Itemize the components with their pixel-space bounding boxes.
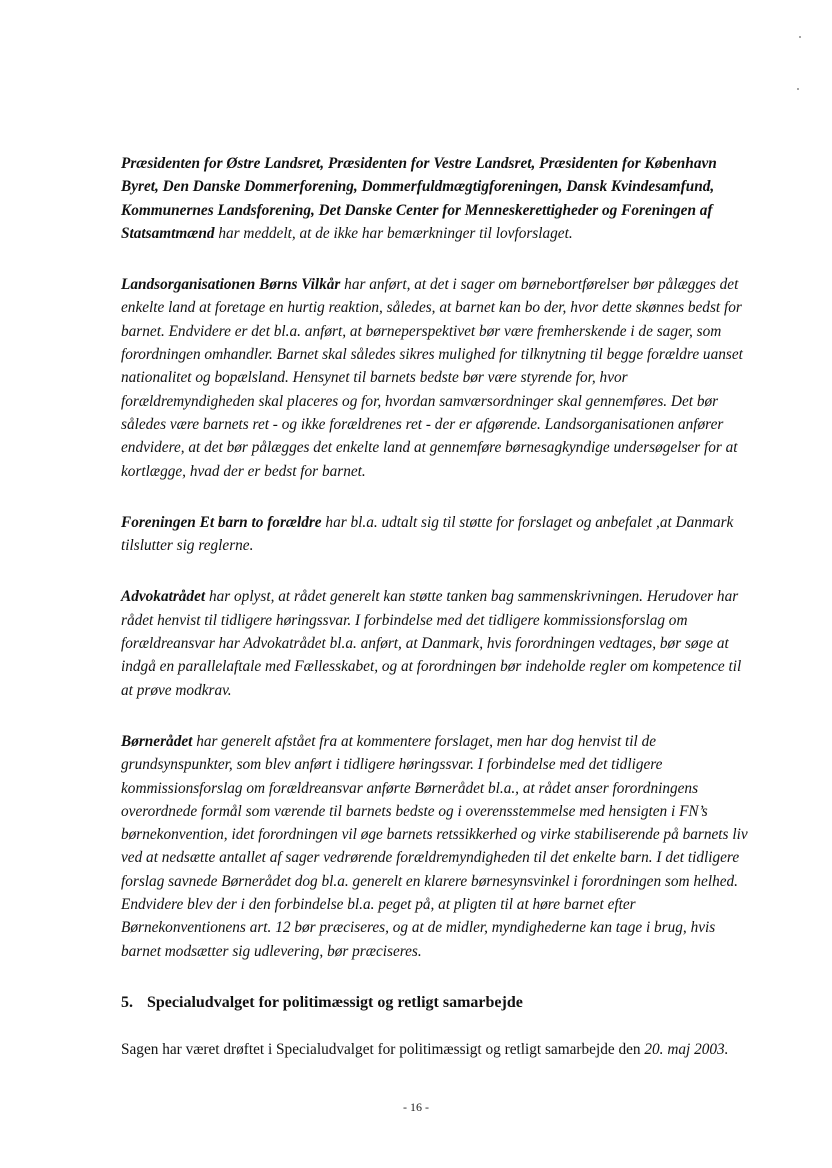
paragraph-advokatraadet xyxy=(121,585,751,701)
page-number: - 16 - xyxy=(403,1100,429,1114)
organisation-name: Børnerådet xyxy=(121,732,193,750)
paragraph-et-barn-to-foraeldre xyxy=(121,511,751,558)
organisation-name: Foreningen Et barn to forældre xyxy=(121,513,322,531)
paragraph-text: har bl.a. udtalt sig til støtte for forslaget og anbefalet ,at Danmark tilslutter sig reglerne. xyxy=(121,513,734,555)
paragraph-hearing-no-remarks xyxy=(121,152,751,245)
paragraph-text: har anført, at det i sager om børnebortførelser bør pålægges det enkelte land at foretage en hurtig reaktion, således, at barnet kan bo der, hvor dette skønnes bedst for barnet. Endvidere er det bl.a. anført, at børneperspektivet bør være fremherskende i de sager, som forordningen omhandler. Barnet skal således sikres mulighed for tilknytning til begge forældre uanset nationalitet og bopælsland. Hensynet til barnets bedste bør være styrende for, hvor forældremyndigheden skal placeres og for, hvordan samværsordninger skal gennemføres. Det bør således være barnets ret - og ikke forældrenes ret - der er afgørende. Landsorganisationen anfører endvidere, at det bør pålægges det enkelte land at gennemføre børnesagkyndige undersøgelser for at kortlægge, hvad der er bedst for barnet. xyxy=(121,276,743,480)
paragraph-text: har generelt afstået fra at kommentere forslaget, men har dog henvist til de grundsynspunkter, som blev anført i tidligere høringssvar. I forbindelse med det tidligere kommissionsforslag om forældreansvar anførte Børnerådet bl.a., at rådet anser forordningens overordnede formål som værende til barnets bedste og i overensstemmelse med hensigten i FN’s børnekonvention, idet forordningen vil øge barnets retssikkerhed og virke stabiliserende på barnets liv ved at nedsætte antallet af sager vedrørende forældremyndigheden til det enkelte barn. I det tidligere forslag savnede Børnerådet dog bl.a. generelt en klarere børnesynsvinkel i forordningen som helhed. Endvidere blev der i den forbindelse bl.a. peget på, at pligten til at høre barnet efter Børnekonventionens art. 12 bør præciseres, og at de midler, myndighederne kan tage i brug, hvis barnet modsætter sig udlevering, bør præciseres. xyxy=(121,732,748,960)
paragraph-text: har oplyst, at rådet generelt kan støtte tanken bag sammenskrivningen. Herudover har rådet henvist til tidligere høringssvar. I forbindelse med det tidligere kommissionsforslag om forældreansvar har Advokatrådet bl.a. anført, at Danmark, hvis forordningen vedtages, bør søge at indgå en parallelaftale med Fællesskabet, og at forordningen bør indeholde regler om kompetence til at prøve modkrav. xyxy=(121,588,742,699)
scan-speck xyxy=(799,36,801,38)
section-title: Specialudvalget for politimæssigt og retligt samarbejde xyxy=(147,993,523,1011)
closing-paragraph xyxy=(121,1038,751,1061)
section-number: 5. xyxy=(121,993,133,1011)
section-heading xyxy=(121,991,751,1015)
organisation-name: Advokatrådet xyxy=(121,588,206,606)
organisation-name: Præsidenten for Østre Landsret, Præsidenten for Vestre Landsret, Præsidenten for København Byret, Den Danske Dommerforening, Dommerfuldmægtigforeningen, Dansk Kvindesamfund, Kommunernes Landsforening, Det Danske Center for Menneskerettigheder og Foreningen af Statsamtmænd xyxy=(121,155,717,242)
closing-date: 20. maj 2003. xyxy=(644,1040,729,1058)
paragraph-text: har meddelt, at de ikke har bemærkninger til lovforslaget. xyxy=(214,224,573,242)
closing-text: Sagen har været drøftet i Specialudvalget for politimæssigt og retligt samarbejde den xyxy=(121,1040,645,1058)
organisation-name: Landsorganisationen Børns Vilkår xyxy=(121,276,341,294)
paragraph-boerneraadet xyxy=(121,730,751,963)
document-body xyxy=(121,152,751,1061)
paragraph-boerns-vilkaar xyxy=(121,273,751,483)
scan-speck xyxy=(797,88,799,90)
